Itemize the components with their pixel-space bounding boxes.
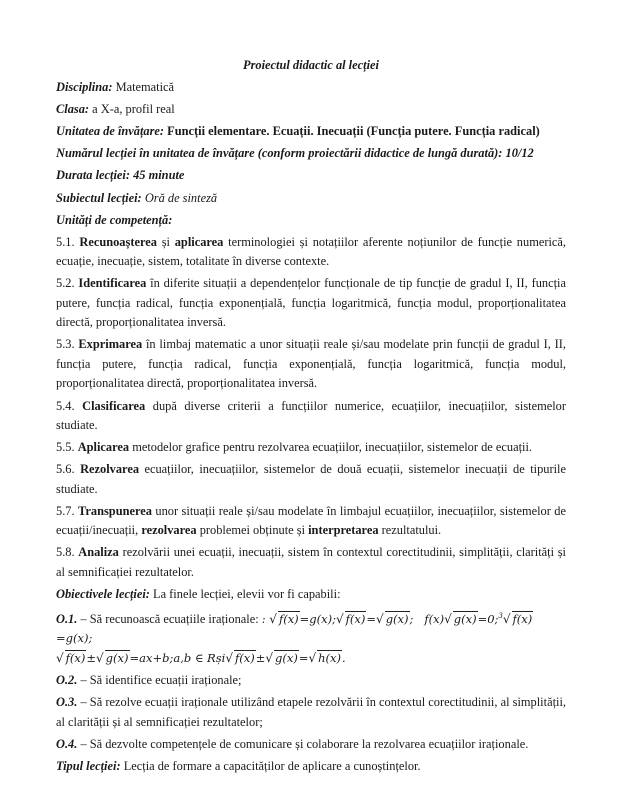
competenta-keyword: rezolvarea xyxy=(141,523,197,538)
obiective-intro-text: La finele lecției, elevii vor fi capabili: xyxy=(153,587,341,601)
competenta-text: după diverse criterii a funcțiilor numerice, ecuațiilor, inecuațiilor, sistemelor studiate. xyxy=(56,398,566,433)
competenta-text: rezolvării unei ecuații, inecuații, sistem în contextul corectitudinii, simplității, clarități și al semnificației rezultatelor. xyxy=(56,545,566,579)
field-value: a X-a, profil real xyxy=(92,102,175,117)
math-text: ; xyxy=(409,611,414,626)
sqrt-icon: √ xyxy=(265,650,273,665)
competenta-item xyxy=(56,274,566,333)
field-value: 10/12 xyxy=(505,146,534,161)
math-text: =g(x); xyxy=(299,611,337,626)
competenta-keyword: Exprimarea xyxy=(78,337,143,352)
obiective-intro xyxy=(56,585,566,605)
competenta-number: 5.4. xyxy=(56,398,75,413)
competenta-number: 5.3. xyxy=(56,337,75,352)
objective-text: – Să dezvolte competențele de comunicare și colaborare la rezolvarea ecuațiilor iraționale. xyxy=(80,736,529,751)
objective-o3 xyxy=(56,693,566,732)
competenta-text: rezultatului. xyxy=(378,523,442,538)
field-unitatea xyxy=(56,122,566,142)
competenta-keyword: Identificarea xyxy=(78,276,147,291)
competenta-text: în diferite situații a dependențelor funcționale de tip funcție de gradul I, II, funcția putere, funcția radical, funcția exponențială, funcția logaritmică, funcția modul, proporționalitatea directă, proporționalitatea inversă. xyxy=(56,276,566,330)
competenta-number: 5.1. xyxy=(56,234,75,249)
competenta-number: 5.5. xyxy=(56,440,75,455)
competenta-text: metodelor grafice pentru rezolvarea ecuațiilor, inecuațiilor, sistemelor de ecuații. xyxy=(129,440,532,455)
objective-code: O.1. xyxy=(56,611,78,626)
sqrt-icon: √ xyxy=(96,650,104,665)
document-title: Proiectul didactic al lecției xyxy=(243,58,379,72)
radicand: g(x) xyxy=(453,611,477,626)
objective-text: – Să recunoască ecuațiile iraționale: xyxy=(80,611,259,626)
field-value: 45 minute xyxy=(133,168,185,183)
competente-list xyxy=(56,233,566,583)
field-label: Disciplina: xyxy=(56,80,113,95)
field-clasa xyxy=(56,100,566,120)
math-text: ± xyxy=(86,650,97,665)
sqrt-icon: √ xyxy=(308,650,317,665)
math-text: . xyxy=(341,650,346,665)
radicand: f(x) xyxy=(512,611,533,626)
competenta-keyword: Rezolvarea xyxy=(80,462,140,477)
radicand: f(x) xyxy=(345,611,366,626)
field-subiectul xyxy=(56,189,566,209)
math-text: =g(x); xyxy=(56,631,93,646)
radicand: f(x) xyxy=(278,611,299,626)
competenta-keyword: Analiza xyxy=(78,545,119,560)
objective-text: – Să identifice ecuații iraționale; xyxy=(80,673,242,688)
field-label: Durata lecției: xyxy=(56,168,130,183)
radicand: f(x) xyxy=(65,650,86,665)
field-value: Matematică xyxy=(115,80,175,95)
competenta-item xyxy=(56,438,566,458)
competenta-text: problemei obținute și xyxy=(196,523,309,538)
radicand: h(x) xyxy=(318,650,341,665)
field-value: Oră de sinteză xyxy=(144,190,218,205)
competenta-text: ecuațiilor, inecuațiilor, sistemelor de două ecuații, sistemelor inecuații de tipurile studiate. xyxy=(56,462,566,496)
sqrt-icon: √ xyxy=(444,611,452,626)
competenta-item xyxy=(56,335,566,394)
math-text: și xyxy=(215,650,226,665)
objective-o2 xyxy=(56,671,566,691)
math-text: =ax+b;a,b ∈ R xyxy=(129,650,216,665)
sqrt-icon: √ xyxy=(269,611,277,626)
competenta-item xyxy=(56,543,566,582)
field-numarul xyxy=(56,144,566,164)
competenta-item xyxy=(56,233,566,272)
radicand: f(x) xyxy=(234,650,255,665)
field-label: Clasa: xyxy=(56,102,90,117)
competenta-keyword: Clasificarea xyxy=(82,398,146,413)
objective-o4 xyxy=(56,735,566,755)
sqrt-icon: √ xyxy=(56,650,64,665)
obiective-label: Obiectivele lecției: xyxy=(56,587,150,601)
competenta-number: 5.7. xyxy=(56,503,75,518)
competenta-keyword: Transpunerea xyxy=(78,503,152,518)
math-text: f(x) xyxy=(424,611,445,626)
field-label: Tipul lecției: xyxy=(56,758,121,773)
root-index: 3 xyxy=(498,612,503,621)
math-text: =0; xyxy=(477,611,499,626)
radicand: g(x) xyxy=(105,650,129,665)
competenta-text: și xyxy=(156,234,175,249)
math-text: = xyxy=(298,650,309,665)
objective-code: O.4. xyxy=(56,736,78,751)
cube-root-icon: √ xyxy=(502,611,511,626)
competenta-text: terminologiei și notațiilor aferente noțiunilor de funcție numerică, ecuație, inecuație, sistem, totalitate în diverse contexte. xyxy=(56,234,567,269)
field-disciplina xyxy=(56,78,566,98)
competenta-keyword: Recunoașterea xyxy=(79,234,157,249)
objective-code: O.2. xyxy=(56,673,78,688)
field-label: Numărul lecției în unitatea de învățare (conform proiectării didactice de lungă durată): xyxy=(56,146,503,161)
competenta-item xyxy=(56,397,566,436)
competenta-number: 5.8. xyxy=(56,545,75,560)
competenta-keyword: aplicarea xyxy=(174,234,224,249)
competenta-text: unor situații reale și/sau modelate în limbajul ecuațiilor, inecuațiilor, sistemelor de ecuații/inecuații, xyxy=(56,503,566,538)
field-label: Unitatea de învățare: xyxy=(56,124,165,139)
field-tipul xyxy=(56,757,566,777)
competenta-number: 5.6. xyxy=(56,462,75,477)
objective-code: O.3. xyxy=(56,695,78,710)
field-durata xyxy=(56,166,566,186)
competenta-text: în limbaj matematic a unor situații reale și/sau modelate prin funcții de gradul I, II, funcția putere, funcția radical, funcția exponențială, funcția logaritmică, funcția modul, proporționalitatea directă, proporționalitatea inversă. xyxy=(56,337,566,391)
objective-text: – Să rezolve ecuații iraționale utilizând etapele rezolvării în contextul corectitudinii, al simplității, al clarității și al semnificației rezultatelor; xyxy=(56,695,566,729)
sqrt-icon: √ xyxy=(376,611,384,626)
competenta-item xyxy=(56,502,566,541)
competenta-keyword: interpretarea xyxy=(308,523,379,538)
objective-o1 xyxy=(56,607,566,668)
document-page xyxy=(56,56,566,779)
field-value: Lecția de formare a capacităților de aplicare a cunoștințelor. xyxy=(123,758,421,773)
competenta-number: 5.2. xyxy=(56,276,75,291)
math-colon: : xyxy=(261,611,266,626)
math-text: = xyxy=(366,611,377,626)
sqrt-icon: √ xyxy=(336,611,344,626)
competente-heading: Unități de competență: xyxy=(56,212,173,227)
competenta-item xyxy=(56,460,566,499)
radicand: g(x) xyxy=(385,611,409,626)
radicand: g(x) xyxy=(274,650,298,665)
math-text: ± xyxy=(255,650,266,665)
competenta-keyword: Aplicarea xyxy=(77,440,130,455)
field-label: Subiectul lecției: xyxy=(56,190,142,205)
field-value: Funcții elementare. Ecuații. Inecuații (Funcția putere. Funcția radical) xyxy=(167,124,540,139)
sqrt-icon: √ xyxy=(225,650,233,665)
